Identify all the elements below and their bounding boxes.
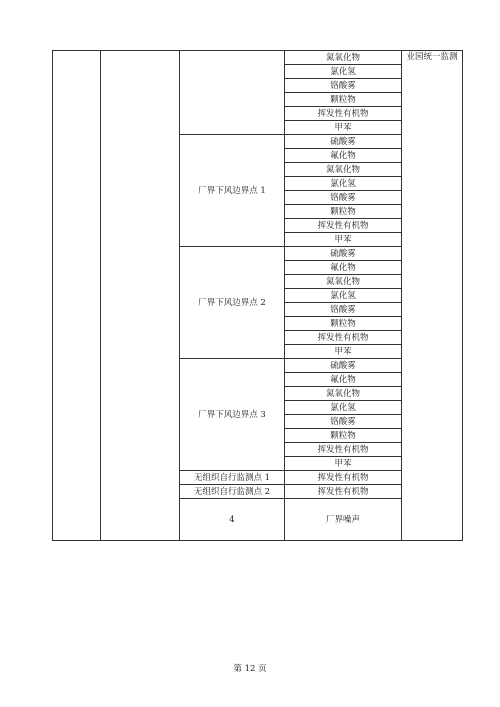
point-cell: 厂界下风边界点 3 bbox=[180, 359, 285, 471]
pollutant-cell: 硫酸雾 bbox=[285, 359, 402, 373]
category-cell bbox=[101, 51, 180, 541]
table-row bbox=[53, 51, 463, 65]
pollutant-cell: 挥发性有机物 bbox=[285, 331, 402, 345]
pollutant-cell: 氯化氢 bbox=[285, 177, 402, 191]
point-cell bbox=[180, 51, 285, 135]
pollutant-cell: 氟化物 bbox=[285, 261, 402, 275]
pollutant-cell: 氮氧化物 bbox=[285, 275, 402, 289]
pollutant-cell: 甲苯 bbox=[285, 345, 402, 359]
number-cell bbox=[53, 51, 101, 541]
pollutant-cell: 甲苯 bbox=[285, 233, 402, 247]
pollutant-cell: 氟化物 bbox=[285, 373, 402, 387]
pollutant-cell: 铬酸雾 bbox=[285, 415, 402, 429]
pollutant-cell: 颗粒物 bbox=[285, 93, 402, 107]
pollutant-cell: 挥发性有机物 bbox=[285, 443, 402, 457]
pollutant-cell: 挥发性有机物 bbox=[285, 219, 402, 233]
point-cell: 厂界下风边界点 2 bbox=[180, 247, 285, 359]
pollutant-cell: 颗粒物 bbox=[285, 429, 402, 443]
pollutant-cell: 挥发性有机物 bbox=[285, 471, 402, 485]
monitoring-table bbox=[52, 50, 463, 541]
pollutant-cell: 甲苯 bbox=[285, 121, 402, 135]
pollutant-cell: 氮氧化物 bbox=[285, 51, 402, 65]
pollutant-cell: 甲苯 bbox=[285, 457, 402, 471]
pollutant-cell: 挥发性有机物 bbox=[285, 107, 402, 121]
pollutant-cell: 氯化氢 bbox=[285, 65, 402, 79]
note-cell: 业园统一监测 bbox=[402, 51, 463, 541]
pollutant-cell: 颗粒物 bbox=[285, 205, 402, 219]
pollutant-cell: 氯化氢 bbox=[285, 289, 402, 303]
pollutant-cell: 颗粒物 bbox=[285, 317, 402, 331]
pollutant-cell: 铬酸雾 bbox=[285, 79, 402, 93]
pollutant-cell: 挥发性有机物 bbox=[285, 485, 402, 499]
point-cell: 无组织自行监测点 1 bbox=[180, 471, 285, 485]
pollutant-cell: 硫酸雾 bbox=[285, 135, 402, 149]
pollutant-cell: 氮氧化物 bbox=[285, 387, 402, 401]
pollutant-cell: 铬酸雾 bbox=[285, 303, 402, 317]
page-number: 第 12 页 bbox=[233, 664, 267, 674]
pollutant-cell: 氟化物 bbox=[285, 149, 402, 163]
pollutant-cell: 硫酸雾 bbox=[285, 247, 402, 261]
pollutant-cell: 铬酸雾 bbox=[285, 191, 402, 205]
pollutant-cell: 氮氧化物 bbox=[285, 163, 402, 177]
point-cell: 无组织自行监测点 2 bbox=[180, 485, 285, 499]
number-cell: 4 bbox=[180, 499, 285, 541]
category-cell: 厂界噪声 bbox=[285, 499, 402, 541]
point-cell: 厂界下风边界点 1 bbox=[180, 135, 285, 247]
pollutant-cell: 氯化氢 bbox=[285, 401, 402, 415]
